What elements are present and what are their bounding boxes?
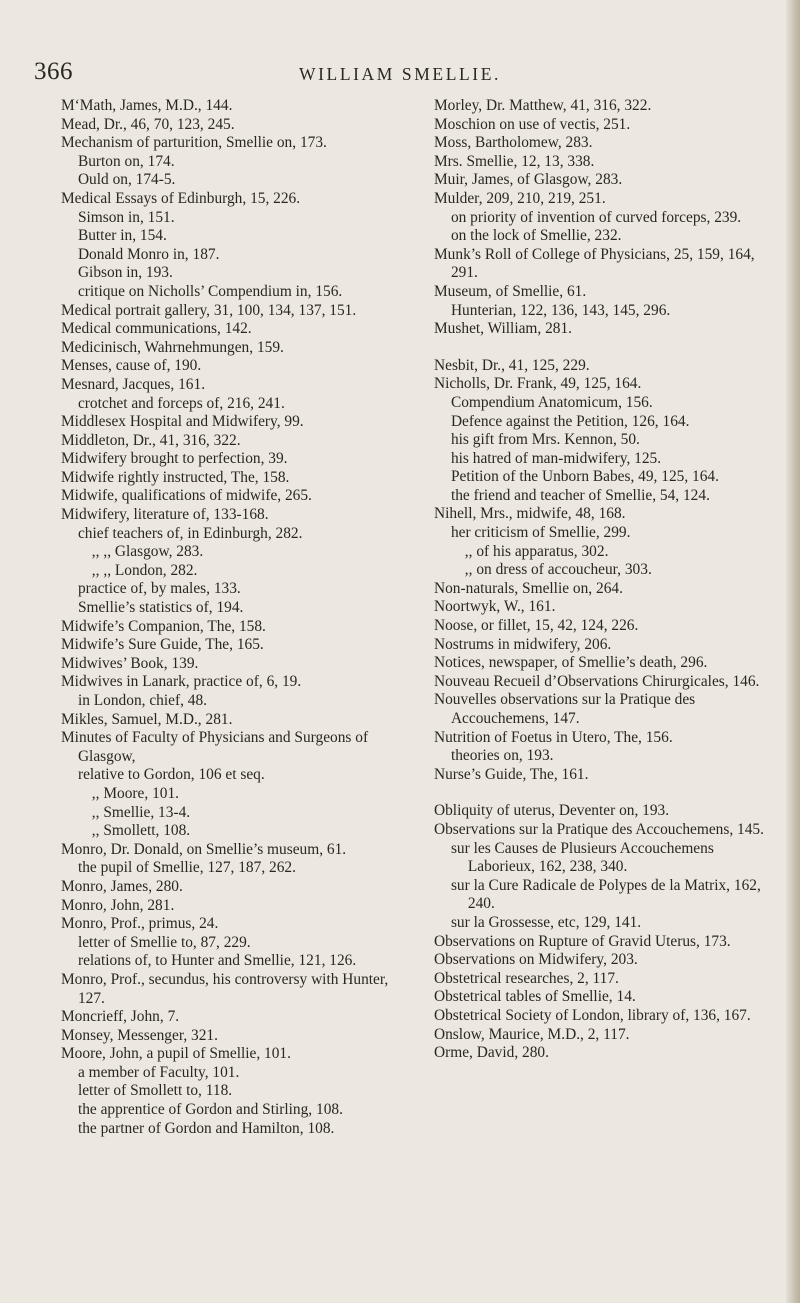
index-entry: Monro, Prof., primus, 24. — [61, 915, 219, 933]
index-entry: Museum, of Smellie, 61. — [434, 282, 587, 300]
index-column-left — [61, 97, 406, 1138]
index-entry: Moore, John, a pupil of Smellie, 101. — [61, 1045, 291, 1063]
index-subentry: ,, ,, Glasgow, 283. — [91, 543, 204, 561]
index-subentry: Defence against the Petition, 126, 164. — [450, 412, 690, 430]
index-subentry: sur la Grossesse, etc, 129, 141. — [450, 913, 642, 931]
index-subentry: relative to Gordon, 106 et seq. — [77, 766, 265, 784]
index-entry: Observations on Rupture of Gravid Uterus, 173. — [434, 932, 731, 950]
index-subentry: Gibson in, 193. — [77, 264, 173, 282]
index-subentry: ,, on dress of accoucheur, 303. — [464, 561, 652, 579]
index-subentry: letter of Smollett to, 118. — [77, 1082, 233, 1100]
index-subentry: in London, chief, 48. — [77, 692, 208, 709]
index-entry: Minutes of Faculty of Physicians and Surgeons of Glasgow, — [61, 729, 369, 765]
index-entry: Observations on Midwifery, 203. — [434, 951, 638, 969]
index-entry: Midwife’s Sure Guide, The, 165. — [61, 636, 264, 654]
index-entry: Munk’s Roll of College of Physicians, 25, 159, 164, 291. — [434, 245, 755, 282]
index-subentry: sur la Cure Radicale de Polypes de la Matrix, 162, 240. — [450, 876, 761, 913]
index-entry: Observations sur la Pratique des Accouchemens, 145. — [434, 820, 764, 838]
index-entry: Midwife rightly instructed, The, 158. — [61, 468, 290, 486]
index-subentry: Ould on, 174-5. — [77, 171, 176, 189]
index-entry: Muir, James, of Glasgow, 283. — [434, 171, 623, 189]
index-subentry: Compendium Anatomicum, 156. — [450, 393, 653, 411]
index-subentry: on priority of invention of curved forceps, 239. — [450, 208, 742, 226]
index-subentry: her criticism of Smellie, 299. — [450, 524, 631, 542]
index-subentry: the friend and teacher of Smellie, 54, 124. — [450, 486, 710, 504]
index-subentry: Burton on, 174. — [77, 152, 175, 170]
index-entry: Monro, Dr. Donald, on Smellie’s museum, 61. — [61, 840, 347, 858]
index-entry: Nostrums in midwifery, 206. — [434, 635, 612, 653]
index-subentry: his gift from Mrs. Kennon, 50. — [450, 431, 640, 449]
index-entry: Notices, newspaper, of Smellie’s death, 296. — [434, 654, 708, 672]
index-subentry: the apprentice of Gordon and Stirling, 108. — [77, 1101, 343, 1119]
index-subentry: crotchet and forceps of, 216, 241. — [77, 394, 285, 412]
index-subentry: a member of Faculty, 101. — [77, 1063, 240, 1081]
index-subentry: Butter in, 154. — [77, 227, 167, 245]
index-subentry: Simson in, 151. — [77, 208, 175, 226]
index-entry: Middleton, Dr., 41, 316, 322. — [61, 431, 241, 449]
page-header — [0, 58, 800, 94]
index-entry: Mrs. Smellie, 12, 13, 338. — [434, 152, 595, 170]
index-subentry: letter of Smellie to, 87, 229. — [77, 933, 251, 951]
page-number: 366 — [34, 58, 73, 85]
running-head: WILLIAM SMELLIE. — [299, 64, 501, 84]
index-subentry: relations of, to Hunter and Smellie, 121, 126. — [77, 952, 357, 970]
index-entry: Midwives’ Book, 139. — [61, 654, 199, 672]
letter-section-gap — [434, 784, 784, 802]
index-subentry: ,, Moore, 101. — [91, 784, 180, 802]
index-subentry: Smellie’s statistics of, 194. — [77, 599, 244, 617]
index-entry: Moschion on use of vectis, 251. — [434, 115, 631, 133]
index-entry: Monro, John, 281. — [61, 896, 175, 914]
index-entry: M‘Math, James, M.D., 144. — [61, 97, 233, 114]
index-entry: Non-naturals, Smellie on, 264. — [434, 579, 623, 597]
index-entry: Nouvelles observations sur la Pratique des Accouchemens, 147. — [434, 691, 696, 727]
index-subentry: critique on Nicholls’ Compendium in, 156. — [77, 282, 343, 300]
index-subentry: Donald Monro in, 187. — [77, 245, 220, 263]
index-entry: Nutrition of Foetus in Utero, The, 156. — [434, 728, 673, 746]
index-entry: Nurse’s Guide, The, 161. — [434, 765, 589, 783]
index-entry: Midwives in Lanark, practice of, 6, 19. — [61, 673, 302, 691]
index-subentry: the partner of Gordon and Hamilton, 108. — [77, 1119, 335, 1137]
index-subentry: ,, Smellie, 13-4. — [91, 803, 191, 821]
index-entry: Midwifery brought to perfection, 39. — [61, 450, 288, 468]
index-entry: Obliquity of uterus, Deventer on, 193. — [434, 802, 670, 820]
index-subentry: sur les Causes de Plusieurs Accouchemens Laborieux, 162, 238, 340. — [450, 839, 714, 876]
index-entry: Menses, cause of, 190. — [61, 357, 202, 375]
index-entry: Monro, Prof., secundus, his controversy with Hunter, 127. — [61, 970, 389, 1007]
index-entry: Noortwyk, W., 161. — [434, 598, 556, 616]
index-entry: Nouveau Recueil d’Observations Chirurgicales, 146. — [434, 672, 760, 690]
letter-section-gap — [434, 339, 784, 357]
index-entry: Mechanism of parturition, Smellie on, 173. — [61, 134, 327, 152]
index-subentry: on the lock of Smellie, 232. — [450, 227, 622, 245]
index-entry: Mikles, Samuel, M.D., 281. — [61, 710, 233, 728]
index-entry: Medical portrait gallery, 31, 100, 134, 137, 151. — [61, 301, 357, 319]
index-entry: Midwife, qualifications of midwife, 265. — [61, 487, 312, 505]
index-column-right — [434, 97, 784, 1063]
index-entry: Nihell, Mrs., midwife, 48, 168. — [434, 505, 626, 523]
index-subentry: the pupil of Smellie, 127, 187, 262. — [77, 859, 296, 877]
index-entry: Moss, Bartholomew, 283. — [434, 134, 593, 152]
index-subentry: ,, ,, London, 282. — [91, 561, 198, 579]
page-edge — [786, 0, 800, 1303]
index-entry: Middlesex Hospital and Midwifery, 99. — [61, 413, 304, 431]
index-entry: Medical Essays of Edinburgh, 15, 226. — [61, 189, 301, 207]
index-entry: Obstetrical tables of Smellie, 14. — [434, 988, 636, 1006]
index-entry: Mesnard, Jacques, 161. — [61, 375, 206, 393]
index-subentry: practice of, by males, 133. — [77, 580, 241, 598]
index-subentry: theories on, 193. — [450, 747, 554, 765]
index-entry: Mulder, 209, 210, 219, 251. — [434, 189, 606, 207]
index-subentry: Petition of the Unborn Babes, 49, 125, 164. — [450, 468, 719, 486]
index-entry: Moncrieff, John, 7. — [61, 1008, 180, 1026]
index-entry: Obstetrical researches, 2, 117. — [434, 969, 619, 987]
index-entry: Nicholls, Dr. Frank, 49, 125, 164. — [434, 375, 642, 393]
index-subentry: ,, of his apparatus, 302. — [464, 542, 609, 560]
index-entry: Monro, James, 280. — [61, 877, 183, 895]
index-entry: Nesbit, Dr., 41, 125, 229. — [434, 356, 590, 374]
index-entry: Mead, Dr., 46, 70, 123, 245. — [61, 115, 235, 133]
index-entry: Mushet, William, 281. — [434, 320, 573, 338]
index-subentry: ,, Smollett, 108. — [91, 822, 191, 840]
index-entry: Obstetrical Society of London, library of, 136, 167. — [434, 1006, 751, 1024]
index-entry: Midwifery, literature of, 133-168. — [61, 506, 269, 524]
index-entry: Noose, or fillet, 15, 42, 124, 226. — [434, 617, 639, 635]
index-subentry: his hatred of man-midwifery, 125. — [450, 449, 662, 467]
index-subentry: Hunterian, 122, 136, 143, 145, 296. — [450, 301, 671, 319]
index-subentry: chief teachers of, in Edinburgh, 282. — [77, 524, 303, 542]
index-entry: Orme, David, 280. — [434, 1044, 549, 1062]
index-entry: Morley, Dr. Matthew, 41, 316, 322. — [434, 97, 652, 114]
index-entry: Onslow, Maurice, M.D., 2, 117. — [434, 1025, 630, 1043]
index-entry: Medicinisch, Wahrnehmungen, 159. — [61, 338, 284, 356]
index-entry: Monsey, Messenger, 321. — [61, 1026, 218, 1044]
index-entry: Midwife’s Companion, The, 158. — [61, 617, 266, 635]
index-entry: Medical communications, 142. — [61, 320, 252, 338]
